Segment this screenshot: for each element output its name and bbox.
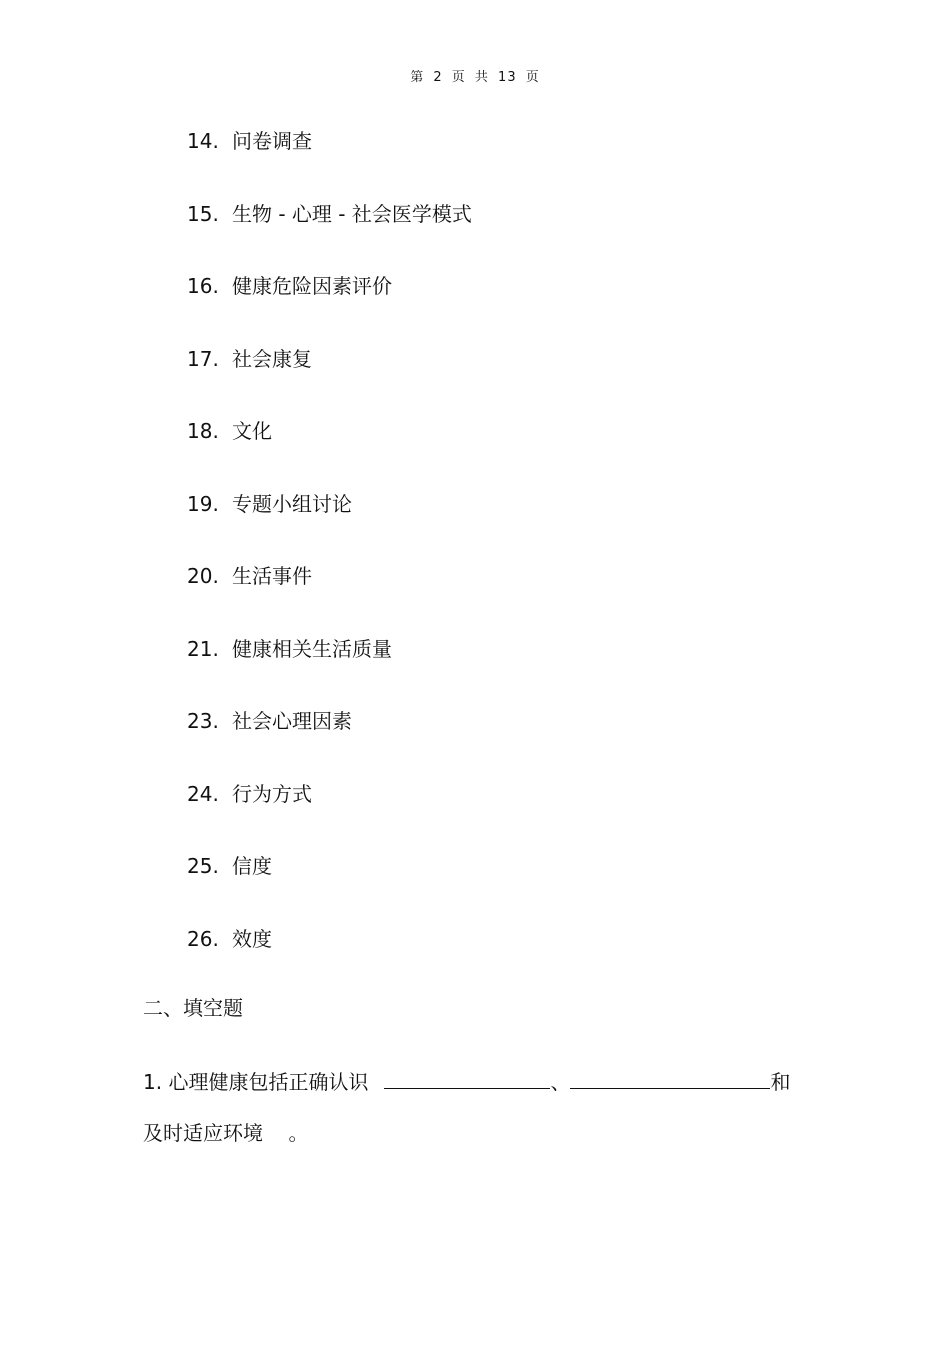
list-item xyxy=(187,199,472,272)
question-line-1 xyxy=(143,1066,813,1096)
item-text: 生物 - 心理 - 社会医学模式 xyxy=(232,201,472,226)
item-text: 效度 xyxy=(232,926,272,951)
question-end-mark: 。 xyxy=(288,1121,309,1145)
item-number: 18. xyxy=(187,419,219,443)
item-number: 21. xyxy=(187,636,219,661)
answer-blank-1 xyxy=(384,1066,550,1089)
item-number: 20. xyxy=(187,564,219,588)
item-number: 19. xyxy=(187,491,219,516)
item-text: 社会康复 xyxy=(232,346,312,371)
item-text: 生活事件 xyxy=(232,564,312,588)
item-number: 24. xyxy=(187,781,219,806)
item-text: 信度 xyxy=(232,854,272,878)
page-number-header: 第 2 页 共 13 页 xyxy=(410,70,540,85)
list-item xyxy=(187,344,472,417)
item-number: 25. xyxy=(187,854,219,878)
item-text: 健康相关生活质量 xyxy=(232,636,392,661)
list-item xyxy=(187,779,472,852)
section-heading: 二、填空题 xyxy=(143,996,243,1020)
item-number: 14. xyxy=(187,129,219,153)
item-number: 26. xyxy=(187,926,219,951)
item-number: 16. xyxy=(187,274,219,298)
item-text: 健康危险因素评价 xyxy=(232,274,392,298)
item-text: 专题小组讨论 xyxy=(232,491,352,516)
item-number: 17. xyxy=(187,346,219,371)
item-text: 文化 xyxy=(232,419,272,443)
question-conjunction: 和 xyxy=(770,1070,791,1094)
list-item xyxy=(187,126,472,199)
list-item xyxy=(187,851,472,924)
list-item xyxy=(187,634,472,707)
answer-blank-2 xyxy=(570,1066,770,1089)
item-text: 问卷调查 xyxy=(232,129,312,153)
question-line-2 xyxy=(143,1118,813,1148)
item-number: 15. xyxy=(187,201,219,226)
term-list xyxy=(187,126,472,996)
list-item xyxy=(187,561,472,634)
fill-in-question xyxy=(143,1066,813,1148)
item-text: 行为方式 xyxy=(232,781,312,806)
question-line2-text: 及时适应环境 xyxy=(143,1121,263,1145)
list-item xyxy=(187,271,472,344)
list-item xyxy=(187,706,472,779)
list-item xyxy=(187,416,472,489)
item-text: 社会心理因素 xyxy=(232,709,352,733)
list-item xyxy=(187,924,472,997)
blank-separator: 、 xyxy=(550,1070,571,1094)
item-number: 23. xyxy=(187,709,219,733)
question-prefix: 1. 心理健康包括正确认识 xyxy=(143,1070,369,1094)
list-item xyxy=(187,489,472,562)
